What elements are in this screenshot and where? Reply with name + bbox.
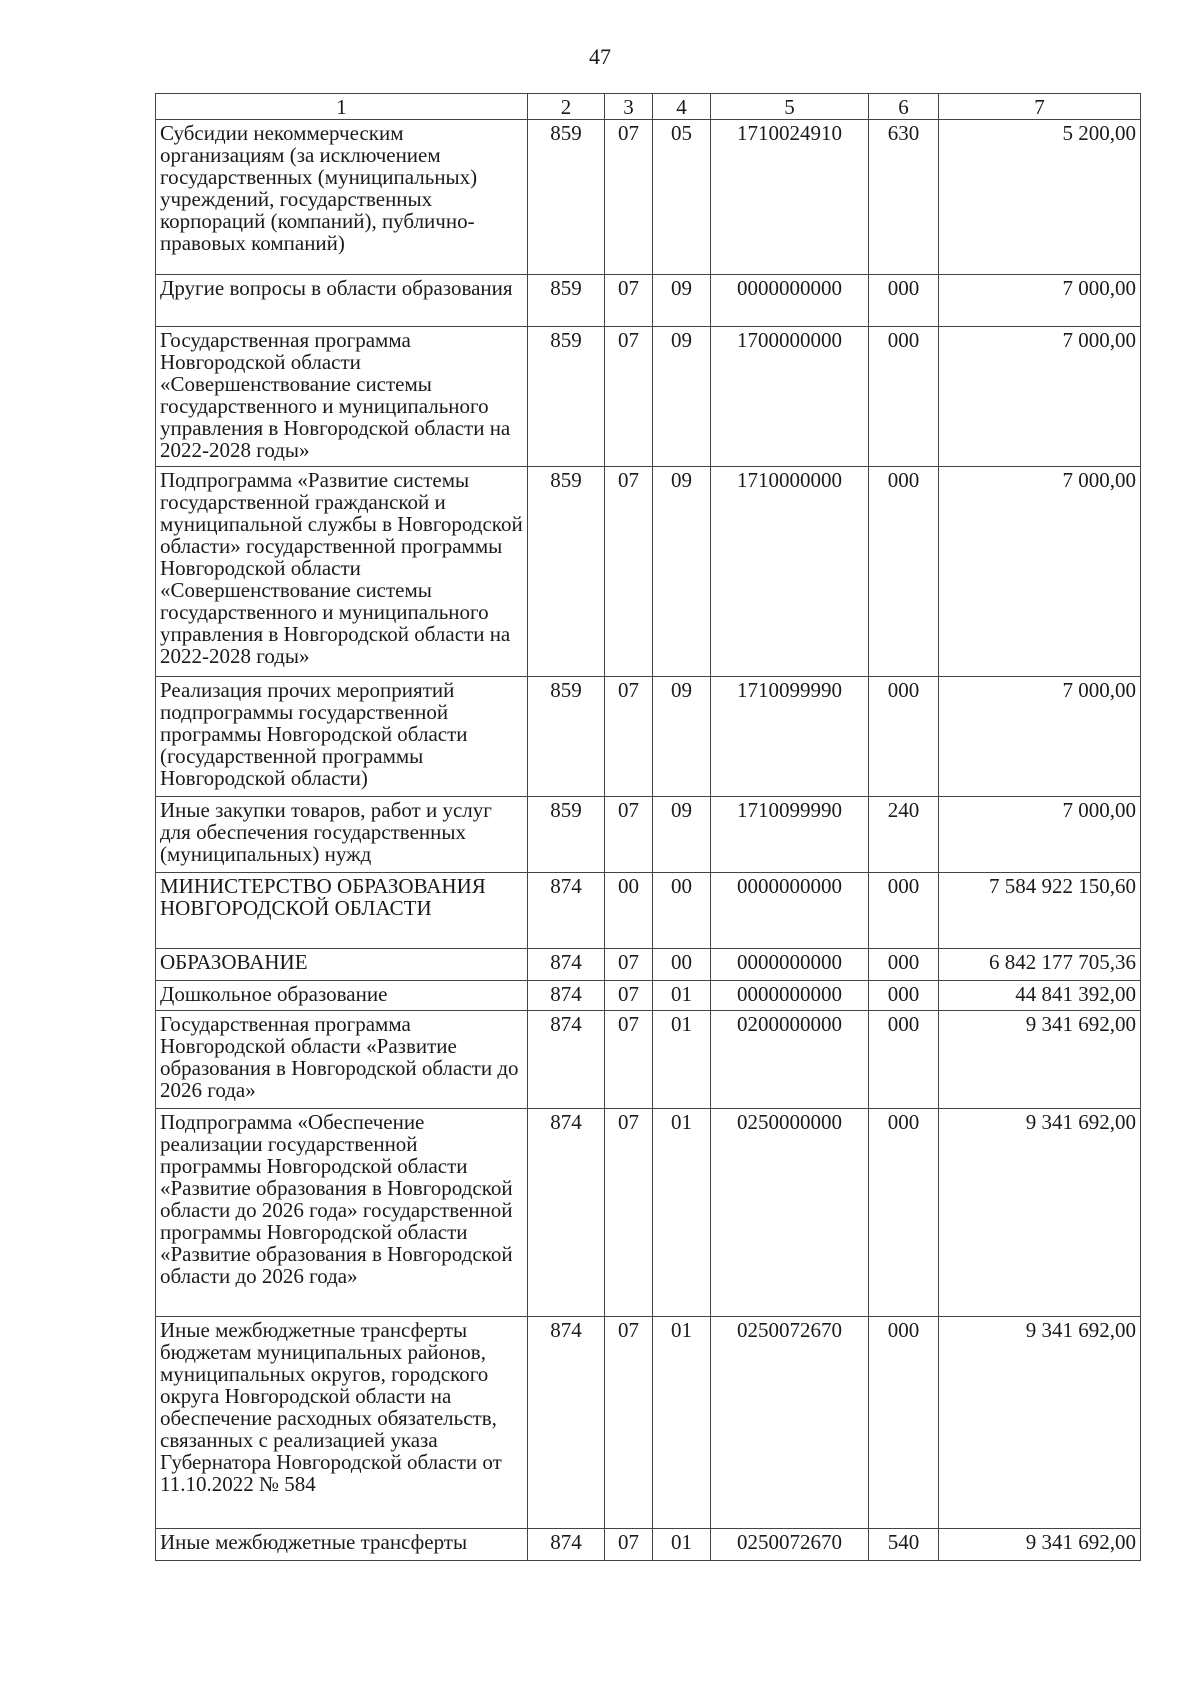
row-target: 1710099990 <box>711 677 869 797</box>
table-row <box>156 949 1141 981</box>
row-code: 874 <box>528 873 605 949</box>
row-name: Иные закупки товаров, работ и услуг для обеспечения государственных (муниципальных) нужд <box>156 797 528 873</box>
row-expense-type: 630 <box>869 120 939 275</box>
row-name: Государственная программа Новгородской области «Совершенствование системы государственного и муниципального управления в Новгородской области на 2022-2028 годы» <box>156 327 528 467</box>
row-section: 07 <box>605 1317 653 1529</box>
row-name: Подпрограмма «Развитие системы государственной гражданской и муниципальной службы в Новгородской области» государственной программы Новгородской области «Совершенствование системы государственного и муниципального управления в Новгородской области на 2022-2028 годы» <box>156 467 528 677</box>
row-section: 07 <box>605 1109 653 1317</box>
row-target: 0000000000 <box>711 981 869 1011</box>
row-subsection: 09 <box>653 467 711 677</box>
row-code: 859 <box>528 275 605 327</box>
row-amount: 7 000,00 <box>939 275 1141 327</box>
row-code: 859 <box>528 120 605 275</box>
row-section: 07 <box>605 677 653 797</box>
column-header: 7 <box>939 94 1141 120</box>
row-name: Другие вопросы в области образования <box>156 275 528 327</box>
table-row <box>156 1109 1141 1317</box>
row-name: Реализация прочих мероприятий подпрограммы государственной программы Новгородской области (государственной программы Новгородской области) <box>156 677 528 797</box>
table-row <box>156 981 1141 1011</box>
row-subsection: 00 <box>653 949 711 981</box>
row-subsection: 09 <box>653 327 711 467</box>
row-expense-type: 000 <box>869 1109 939 1317</box>
row-expense-type: 000 <box>869 327 939 467</box>
column-header: 5 <box>711 94 869 120</box>
row-target: 0200000000 <box>711 1011 869 1109</box>
row-code: 859 <box>528 327 605 467</box>
row-code: 874 <box>528 949 605 981</box>
row-section: 07 <box>605 949 653 981</box>
row-target: 0000000000 <box>711 949 869 981</box>
row-code: 859 <box>528 797 605 873</box>
row-target: 1710099990 <box>711 797 869 873</box>
row-target: 0250072670 <box>711 1529 869 1561</box>
row-amount: 7 000,00 <box>939 327 1141 467</box>
row-section: 00 <box>605 873 653 949</box>
row-name: ОБРАЗОВАНИЕ <box>156 949 528 981</box>
row-amount: 7 000,00 <box>939 677 1141 797</box>
table-row <box>156 677 1141 797</box>
row-amount: 7 000,00 <box>939 467 1141 677</box>
row-target: 1710024910 <box>711 120 869 275</box>
row-section: 07 <box>605 1011 653 1109</box>
row-subsection: 09 <box>653 797 711 873</box>
row-expense-type: 540 <box>869 1529 939 1561</box>
row-expense-type: 000 <box>869 981 939 1011</box>
row-amount: 9 341 692,00 <box>939 1011 1141 1109</box>
row-subsection: 01 <box>653 1317 711 1529</box>
row-code: 874 <box>528 1109 605 1317</box>
row-name: Дошкольное образование <box>156 981 528 1011</box>
row-expense-type: 000 <box>869 467 939 677</box>
row-expense-type: 000 <box>869 873 939 949</box>
row-subsection: 09 <box>653 677 711 797</box>
row-expense-type: 000 <box>869 1317 939 1529</box>
row-target: 1710000000 <box>711 467 869 677</box>
row-code: 874 <box>528 1317 605 1529</box>
row-amount: 7 584 922 150,60 <box>939 873 1141 949</box>
row-code: 874 <box>528 1529 605 1561</box>
row-amount: 6 842 177 705,36 <box>939 949 1141 981</box>
row-name: Иные межбюджетные трансферты <box>156 1529 528 1561</box>
row-expense-type: 240 <box>869 797 939 873</box>
table-row <box>156 1317 1141 1529</box>
row-section: 07 <box>605 797 653 873</box>
row-name: Государственная программа Новгородской области «Развитие образования в Новгородской области до 2026 года» <box>156 1011 528 1109</box>
row-subsection: 01 <box>653 1011 711 1109</box>
row-expense-type: 000 <box>869 949 939 981</box>
column-header: 1 <box>156 94 528 120</box>
row-subsection: 01 <box>653 1109 711 1317</box>
row-name: Подпрограмма «Обеспечение реализации государственной программы Новгородской области «Развитие образования в Новгородской области до 2026 года» государственной программы Новгородской области «Развитие образования в Новгородской области до 2026 года» <box>156 1109 528 1317</box>
row-target: 0250000000 <box>711 1109 869 1317</box>
table-row <box>156 873 1141 949</box>
table-row <box>156 1011 1141 1109</box>
column-header: 6 <box>869 94 939 120</box>
row-section: 07 <box>605 467 653 677</box>
column-header: 2 <box>528 94 605 120</box>
row-target: 0000000000 <box>711 275 869 327</box>
row-code: 859 <box>528 677 605 797</box>
row-section: 07 <box>605 1529 653 1561</box>
row-target: 1700000000 <box>711 327 869 467</box>
row-amount: 9 341 692,00 <box>939 1109 1141 1317</box>
row-subsection: 00 <box>653 873 711 949</box>
row-amount: 44 841 392,00 <box>939 981 1141 1011</box>
row-name: Субсидии некоммерческим организациям (за исключением государственных (муниципальных) учреждений, государственных корпораций (компаний), публично-правовых компаний) <box>156 120 528 275</box>
header-row <box>156 94 1141 120</box>
row-section: 07 <box>605 981 653 1011</box>
row-code: 859 <box>528 467 605 677</box>
table-row <box>156 275 1141 327</box>
row-subsection: 01 <box>653 1529 711 1561</box>
row-name: Иные межбюджетные трансферты бюджетам муниципальных районов, муниципальных округов, городского округа Новгородской области на обеспечение расходных обязательств, связанных с реализацией указа Губернатора Новгородской области от 11.10.2022 № 584 <box>156 1317 528 1529</box>
column-header: 4 <box>653 94 711 120</box>
table-row <box>156 327 1141 467</box>
row-section: 07 <box>605 327 653 467</box>
row-amount: 9 341 692,00 <box>939 1529 1141 1561</box>
column-header: 3 <box>605 94 653 120</box>
row-subsection: 01 <box>653 981 711 1011</box>
table-row <box>156 1529 1141 1561</box>
row-amount: 7 000,00 <box>939 797 1141 873</box>
row-name: МИНИСТЕРСТВО ОБРАЗОВАНИЯ НОВГОРОДСКОЙ ОБЛАСТИ <box>156 873 528 949</box>
table-row <box>156 120 1141 275</box>
row-section: 07 <box>605 275 653 327</box>
row-expense-type: 000 <box>869 1011 939 1109</box>
table-row <box>156 467 1141 677</box>
row-code: 874 <box>528 1011 605 1109</box>
row-target: 0000000000 <box>711 873 869 949</box>
row-expense-type: 000 <box>869 677 939 797</box>
row-section: 07 <box>605 120 653 275</box>
row-subsection: 09 <box>653 275 711 327</box>
row-amount: 5 200,00 <box>939 120 1141 275</box>
budget-table <box>155 93 1141 1561</box>
row-code: 874 <box>528 981 605 1011</box>
row-subsection: 05 <box>653 120 711 275</box>
page-number: 47 <box>589 44 611 69</box>
table-row <box>156 797 1141 873</box>
row-target: 0250072670 <box>711 1317 869 1529</box>
row-expense-type: 000 <box>869 275 939 327</box>
row-amount: 9 341 692,00 <box>939 1317 1141 1529</box>
